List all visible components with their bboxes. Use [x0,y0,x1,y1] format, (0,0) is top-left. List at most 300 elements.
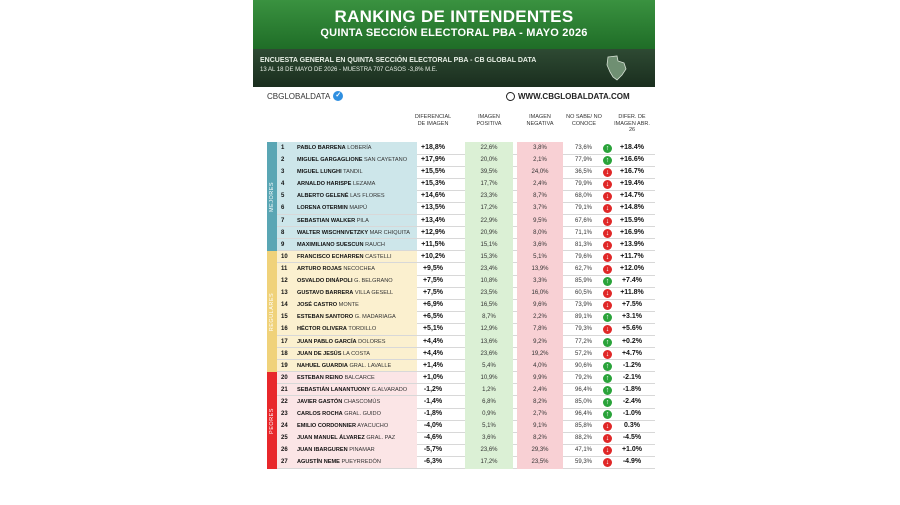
trend-down-arrow-icon: ↓ [603,434,612,443]
positive-image: 23,6% [465,444,513,456]
mayor-name-cell [297,142,372,154]
mayor-name: PABLO BARRENA [297,145,346,151]
city-name: NECOCHEA [343,265,376,272]
no-knows-value: 59,3% [574,459,592,466]
image-differential: -1,4% [423,397,443,405]
negative-image: 23,5% [517,456,563,468]
table-row [253,311,655,323]
city-name: TORDILLO [348,326,377,333]
negative-image: 8,7% [517,190,563,202]
trend-down-arrow-icon: ↓ [603,253,612,262]
previous-differential: +19.4% [620,180,644,188]
table-row [253,299,655,311]
city-name: RAUCH [365,241,385,248]
mayor-name-cell [297,239,385,251]
mayor-name-cell [297,154,407,166]
mayor-name: GUSTAVO BARRERA [297,290,354,297]
mayor-name: JOSÉ CASTRO [297,302,338,309]
page-title: RANKING DE INTENDENTES [334,7,574,26]
image-differential: +15,5% [421,168,445,176]
trend-down-arrow-icon: ↓ [603,241,612,250]
negative-image: 9,2% [517,336,563,348]
rank-number: 11 [281,265,288,272]
globe-icon [506,92,515,101]
mayor-name-cell [297,456,381,468]
image-differential: +17,9% [421,156,445,164]
no-knows-value: 79,2% [574,374,592,381]
table-row [253,251,655,263]
previous-differential: +15.9% [620,216,644,224]
no-knows-value: 85,9% [574,278,592,285]
survey-details: 13 AL 18 DE MAYO DE 2026 - MUESTRA 707 CASOS -3,8% M.E. [260,67,438,73]
table-row [253,360,655,372]
mayor-name-cell [297,348,370,360]
negative-image: 2,1% [517,154,563,166]
positive-image: 5,4% [465,360,513,372]
trend-up-arrow-icon: ↑ [603,313,612,322]
province-map-icon [605,55,627,81]
mayor-name: JAVIER GASTÓN [297,398,343,405]
col-header-pos: IMAGEN POSITIVA [476,114,502,127]
image-differential: +13,4% [421,216,445,224]
table-row [253,263,655,275]
image-differential: -6,3% [423,458,443,466]
image-differential: -4,6% [423,434,443,442]
previous-differential: +18.4% [620,144,644,151]
image-differential: +12,9% [421,228,445,236]
no-knows-value: 90,6% [574,362,592,369]
no-knows-value: 88,2% [574,435,592,442]
rank-number: 21 [281,386,288,393]
mayor-name-cell [297,396,380,408]
image-differential: -4,0% [423,422,443,430]
image-differential: -1,2% [423,385,443,393]
positive-image: 15,3% [465,251,513,263]
image-differential: +15,3% [421,180,445,188]
positive-image: 6,8% [465,396,513,408]
mayor-name-cell [297,227,410,239]
city-name: GRAL. LAVALLE [349,362,392,369]
trend-down-arrow-icon: ↓ [603,168,612,177]
no-knows-value: 81,3% [574,241,592,248]
mayor-name-cell [297,178,375,190]
previous-differential: -2.1% [622,373,642,381]
rank-number: 1 [281,145,285,151]
no-knows-value: 79,6% [574,253,592,260]
mayor-name-cell [297,215,369,227]
brand-url-text: WWW.CBGLOBALDATA.COM [518,92,630,101]
no-knows-value: 79,1% [574,205,592,212]
city-name: LAS FLORES [350,193,385,200]
previous-differential: -4.5% [622,434,642,442]
no-knows-value: 79,9% [574,181,592,188]
image-differential: +7,5% [422,277,444,285]
positive-image: 16,5% [465,299,513,311]
city-name: LOBERÍA [347,145,372,151]
rank-number: 16 [281,326,288,333]
mayor-name: ARTURO ROJAS [297,265,342,272]
negative-image: 2,4% [517,178,563,190]
rank-number: 9 [281,241,285,248]
no-knows-value: 85,0% [574,398,592,405]
rank-number: 3 [281,169,285,176]
city-name: SAN CAYETANO [364,157,408,164]
trend-up-arrow-icon: ↑ [603,386,612,395]
image-differential: -5,7% [423,446,443,454]
negative-image: 8,0% [517,227,563,239]
table-row [253,154,655,166]
mayor-name: EMILIO CORDONNIER [297,423,357,430]
positive-image: 15,1% [465,239,513,251]
no-knows-value: 47,1% [574,447,592,454]
trend-up-arrow-icon: ↑ [603,362,612,371]
table-row [253,178,655,190]
ranking-table [253,142,655,469]
city-name: MAR CHIQUITA [369,229,410,236]
trend-down-arrow-icon: ↓ [603,180,612,189]
rank-number: 6 [281,205,285,212]
city-name: AYACUCHO [357,423,389,430]
table-row [253,227,655,239]
positive-image: 3,6% [465,432,513,444]
previous-differential: +16.9% [620,228,644,236]
no-knows-value: 77,9% [574,157,592,164]
mayor-name: JUAN PABLO GARCÍA [297,338,357,345]
mayor-name-cell [297,323,376,335]
positive-image: 17,2% [465,202,513,214]
positive-image: 20,9% [465,227,513,239]
image-differential: -1,8% [423,410,443,418]
positive-image: 22,9% [465,215,513,227]
city-name: TANDIL [343,169,363,176]
mayor-name-cell [297,432,395,444]
mayor-name-cell [297,299,359,311]
mayor-name-cell [297,287,393,299]
mayor-name: NAHUEL GUARDIA [297,362,348,369]
no-knows-value: 85,8% [574,423,592,430]
previous-differential: -2.4% [622,397,642,405]
negative-image: 9,5% [517,215,563,227]
previous-differential: +16.6% [620,156,644,164]
image-differential: +6,9% [422,301,444,309]
city-name: LEZAMA [352,181,376,188]
city-name: VILLA GESELL [354,290,394,297]
trend-down-arrow-icon: ↓ [603,192,612,201]
positive-image: 17,2% [465,456,513,468]
previous-differential: +12.0% [620,264,644,272]
no-knows-value: 62,7% [574,265,592,272]
trend-down-arrow-icon: ↓ [603,229,612,238]
positive-image: 8,7% [465,311,513,323]
col-header-ns: NO SABE/ NO CONOCE [566,114,602,127]
image-differential: +9,5% [422,264,444,272]
mayor-name: CARLOS ROCHA [297,411,343,418]
positive-image: 23,5% [465,287,513,299]
no-knows-value: 89,1% [574,314,592,321]
group-label-peores: PEORES [269,407,275,434]
mayor-name: MAXIMILIANO SUESCUN [297,241,364,248]
image-differential: +4,4% [422,349,444,357]
trend-down-arrow-icon: ↓ [603,265,612,274]
rank-number: 25 [281,435,288,442]
rank-number: 17 [281,338,288,345]
image-differential: +10,2% [421,252,445,260]
table-row [253,239,655,251]
previous-differential: 0.3% [624,422,640,430]
ranking-card [253,0,655,505]
trend-down-arrow-icon: ↓ [603,204,612,213]
mayor-name: ARNALDO HARISPE [297,181,352,188]
table-row [253,408,655,420]
rank-number: 23 [281,411,288,418]
col-header-neg: IMAGEN NEGATIVA [526,114,554,127]
negative-image: 2,4% [517,384,563,396]
mayor-name-cell [297,263,375,275]
city-name: G. BELGRANO [354,278,393,285]
rank-number: 8 [281,229,285,236]
trend-up-arrow-icon: ↑ [603,374,612,383]
city-name: G. MADARIAGA [354,314,396,321]
negative-image: 9,1% [517,420,563,432]
previous-differential: +13.9% [620,240,644,248]
negative-image: 24,0% [517,166,563,178]
city-name: PILA [356,217,369,224]
col-header-dif: DIFERENCIAL DE IMAGEN [414,114,452,127]
mayor-name: LORENA OTERMIN [297,205,348,212]
trend-down-arrow-icon: ↓ [603,446,612,455]
no-knows-value: 71,1% [574,229,592,236]
no-knows-value: 68,0% [574,193,592,200]
rank-number: 13 [281,290,288,297]
city-name: CHASCOMÚS [343,398,381,405]
rank-number: 5 [281,193,285,200]
trend-down-arrow-icon: ↓ [603,289,612,298]
no-knows-value: 96,4% [574,411,592,418]
mayor-name: JUAN MANUEL ÁLVAREZ [297,435,365,442]
table-row [253,336,655,348]
previous-differential: +7.4% [621,277,643,285]
brand-row [253,87,655,109]
no-knows-value: 60,5% [574,290,592,297]
previous-differential: +11.8% [620,289,644,297]
mayor-name: FRANCISCO ECHARREN [297,253,364,260]
table-row [253,215,655,227]
city-name: PINAMAR [349,447,375,454]
mayor-name: JUAN IBARGUREN [297,447,348,454]
city-name: GRAL. PAZ [366,435,396,442]
trend-up-arrow-icon: ↑ [603,398,612,407]
image-differential: +6,5% [422,313,444,321]
trend-up-arrow-icon: ↑ [603,144,612,153]
image-differential: +7,5% [422,289,444,297]
image-differential: +14,6% [421,192,445,200]
image-differential: +4,4% [422,337,444,345]
negative-image: 9,6% [517,299,563,311]
survey-description: ENCUESTA GENERAL EN QUINTA SECCIÓN ELECTORAL PBA - CB GLOBAL DATA [260,57,537,64]
positive-image: 20,0% [465,154,513,166]
no-knows-value: 57,2% [574,350,592,357]
previous-differential: +1.0% [621,446,643,454]
rank-number: 15 [281,314,288,321]
no-knows-value: 67,6% [574,217,592,224]
mayor-name: ESTEBAN REINO [297,374,343,381]
survey-info-bar [253,49,655,87]
positive-image: 10,9% [465,372,513,384]
negative-image: 19,2% [517,348,563,360]
mayor-name: SEBASTIAN WALKER [297,217,356,224]
previous-differential: +14.7% [620,192,644,200]
mayor-name-cell [297,311,396,323]
mayor-name: AGUSTÍN NEME [297,459,340,466]
trend-down-arrow-icon: ↓ [603,422,612,431]
mayor-name: OSVALDO DINÁPOLI [297,278,353,285]
rank-number: 20 [281,374,288,381]
no-knows-value: 96,4% [574,386,592,393]
rank-number: 2 [281,157,285,164]
rank-number: 18 [281,350,288,357]
mayor-name-cell [297,444,375,456]
previous-differential: -1.0% [622,410,642,418]
negative-image: 7,8% [517,323,563,335]
negative-image: 13,9% [517,263,563,275]
positive-image: 22,6% [465,142,513,154]
rank-number: 12 [281,278,288,285]
negative-image: 9,9% [517,372,563,384]
mayor-name-cell [297,372,375,384]
table-row [253,166,655,178]
positive-image: 12,9% [465,323,513,335]
rank-number: 24 [281,423,288,430]
negative-image: 2,2% [517,311,563,323]
table-row [253,396,655,408]
positive-image: 10,8% [465,275,513,287]
negative-image: 8,2% [517,396,563,408]
negative-image: 3,6% [517,239,563,251]
positive-image: 0,9% [465,408,513,420]
verified-badge-icon: ✓ [333,91,343,101]
rank-number: 19 [281,362,288,369]
rank-number: 27 [281,459,288,466]
negative-image: 8,2% [517,432,563,444]
trend-down-arrow-icon: ↓ [603,350,612,359]
no-knows-value: 79,3% [574,326,592,333]
negative-image: 29,3% [517,444,563,456]
rank-number: 4 [281,181,285,188]
previous-differential: +7.5% [621,301,643,309]
previous-differential: +11.7% [620,252,644,260]
previous-differential: -4.9% [622,458,642,466]
negative-image: 3,7% [517,202,563,214]
brand-handle [267,91,343,101]
city-name: CASTELLI [365,253,392,260]
previous-differential: +0.2% [621,337,643,345]
city-name: G.ALVARADO [371,386,408,393]
table-row [253,348,655,360]
city-name: DOLORES [358,338,386,345]
mayor-name: WALTER WISCHNIVETZKY [297,229,369,236]
mayor-name: MIGUEL LUNGHI [297,169,342,176]
title-banner [253,0,655,49]
mayor-name-cell [297,420,388,432]
trend-up-arrow-icon: ↑ [603,277,612,286]
image-differential: +11,5% [421,240,445,248]
mayor-name: ESTEBAN SANTORO [297,314,354,321]
negative-image: 3,3% [517,275,563,287]
table-row [253,275,655,287]
mayor-name: ALBERTO GELENÉ [297,193,349,200]
no-knows-value: 77,2% [574,338,592,345]
rank-number: 14 [281,302,288,309]
table-row [253,287,655,299]
previous-differential: -1.2% [622,361,642,369]
table-row [253,142,655,154]
city-name: PUEYRREDÓN [341,459,381,466]
rank-number: 22 [281,398,288,405]
mayor-name: HÉCTOR OLIVERA [297,326,347,333]
negative-image: 5,1% [517,251,563,263]
table-row [253,190,655,202]
brand-name: CBGLOBALDATA [267,91,331,101]
previous-differential: +14.8% [620,204,644,212]
trend-up-arrow-icon: ↑ [603,156,612,165]
trend-up-arrow-icon: ↑ [603,410,612,419]
negative-image: 3,8% [517,142,563,154]
previous-differential: -1.8% [622,385,642,393]
city-name: BALCARCE [344,374,375,381]
previous-differential: +16.7% [620,168,644,176]
table-row [253,323,655,335]
table-row [253,432,655,444]
positive-image: 1,2% [465,384,513,396]
mayor-name-cell [297,202,367,214]
no-knows-value: 36,5% [574,169,592,176]
mayor-name-cell [297,166,363,178]
city-name: GRAL. GUIDO [344,411,381,418]
mayor-name-cell [297,384,407,396]
table-row [253,384,655,396]
positive-image: 17,7% [465,178,513,190]
positive-image: 23,4% [465,263,513,275]
group-label-mejores: MEJORES [269,181,275,212]
previous-differential: +5.6% [621,325,643,333]
no-knows-value: 73,6% [574,145,592,151]
previous-differential: +4.7% [621,349,643,357]
positive-image: 13,6% [465,336,513,348]
table-row [253,456,655,468]
table-row [253,420,655,432]
mayor-name-cell [297,251,392,263]
positive-image: 23,6% [465,348,513,360]
positive-image: 23,3% [465,190,513,202]
page-subtitle: QUINTA SECCIÓN ELECTORAL PBA - MAYO 2026 [320,27,588,39]
negative-image: 16,0% [517,287,563,299]
city-name: LA COSTA [343,350,370,357]
rank-number: 7 [281,217,285,224]
trend-down-arrow-icon: ↓ [603,217,612,226]
positive-image: 39,5% [465,166,513,178]
no-knows-value: 73,9% [574,302,592,309]
table-row [253,202,655,214]
image-differential: +13,5% [421,204,445,212]
mayor-name-cell [297,275,393,287]
group-label-regulares: REGULARES [269,292,275,331]
table-row [253,444,655,456]
brand-url[interactable] [506,92,630,101]
mayor-name-cell [297,190,385,202]
rank-number: 10 [281,253,288,260]
mayor-name: MIGUEL GARGAGLIONE [297,157,363,164]
trend-down-arrow-icon: ↓ [603,325,612,334]
